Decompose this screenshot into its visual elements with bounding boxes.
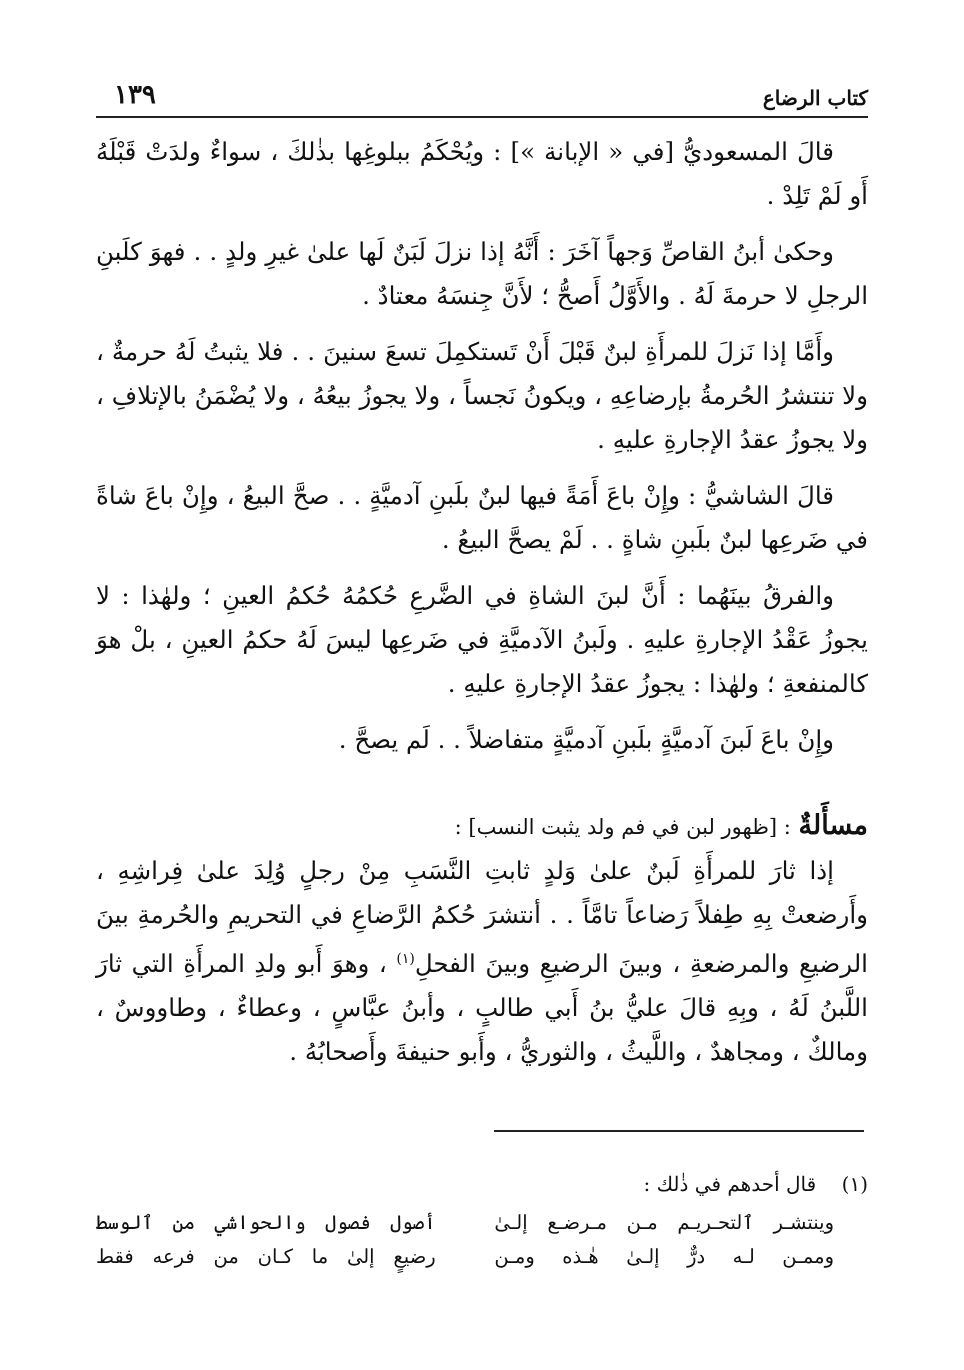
footnote-rule [494,1130,864,1132]
masala-subtitle: : [ظهور لبن في فم ولد يثبت النسب] : [454,815,791,839]
masala-text-b: ، وهوَ أَبو ولدِ المرأَةِ التي ثارَ اللَّبنُ لَهُ ، وبِهِ قالَ عليُّ بنُ أَبي طالبٍ ، وأبنُ عبَّاسٍ ، وعطاءٌ ، وطاووسٌ ، ومالكٌ ، ومجاهدٌ ، واللَّيثُ ، والثوريُّ ، وأَبو حنيفةَ وأَصحابُهُ . [96,949,868,1067]
masala-label: مسأَلةٌ [798,810,868,841]
main-text [96,130,868,1086]
footnote-marker: (١) [841,1172,868,1196]
paragraph-4: قالَ الشاشيُّ : وإِنْ باعَ أَمَةً فيها لبنٌ بلَبنِ آدميَّةٍ . . صحَّ البيعُ ، وإِنْ باعَ شاةً في ضَرعِها لبنٌ بلَبنِ شاةٍ . . لَمْ يصحَّ البيعُ . [96,481,868,554]
paragraph-3: وأَمَّا إذا نَزلَ للمرأَةِ لبنٌ قَبْلَ أَنْ تَستكمِلَ تسعَ سنينَ . . فلا يثبتُ لَهُ حرمةٌ ، ولا تنتشرُ الحُرمةُ بإرضاعِهِ ، ويكونُ نَجساً ، ولا يجوزُ بيعُهُ ، ولا يُضْمَنُ بالإتلافِ ، ولا يجوزُ عقدُ الإجارةِ عليهِ . [96,337,868,454]
footnote-ref: (١) [396,951,415,967]
poem-verse-2 [96,1240,868,1274]
verse-1-hemistich-2: أصول فصول والحواشي من ٱلوسط [96,1211,436,1234]
paragraph-2: وحكىٰ أبنُ القاصِّ وَجهاً آخَرَ : أَنَّهُ إذا نزلَ لَبَنٌ لَها علىٰ غيرِ ولدٍ . . فهوَ كلَبنِ الرجلِ لا حرمةَ لَهُ . والأَوَّلُ أَصحُّ ؛ لأَنَّ جِنسَهُ معتادٌ . [96,237,868,310]
masala-paragraph [96,849,868,1074]
verse-2-hemistich-2: رضيعٍ إلىٰ ما كـان من فرعه فقط [96,1245,436,1268]
paragraph-1: قالَ المسعوديُّ [في « الإبانة »] : ويُحْكَمُ ببلوغِها بذٰلكَ ، سواءٌ ولدَتْ قَبْلَهُ أَو لَمْ تَلِدْ . [96,137,868,210]
verse-2-hemistich-1: وممـن لـه درٌّ إلـىٰ هٰـذه ومـن [494,1245,834,1268]
chapter-title: كتاب الرضاع [762,86,868,110]
verse-1-hemistich-1: وينتشـر ٱلتحـريـم مـن مـرضـع إلـىٰ [494,1211,834,1234]
footnote-header [96,1168,868,1200]
masala-heading [96,804,868,849]
paragraph-6: وإِنْ باعَ لَبنَ آدميَّةٍ بلَبنِ آدميَّةٍ متفاضلاً . . لَم يصحَّ . [338,725,834,754]
poem-verse-1 [96,1206,868,1240]
footnote [96,1168,868,1274]
footnote-poem [96,1206,868,1274]
paragraph-5: والفرقُ بينَهُما : أَنَّ لبنَ الشاةِ في الضَّرعِ حُكمُهُ حُكمُ العينِ ؛ ولهٰذا : لا يجوزُ عَقْدُ الإجارةِ عليهِ . ولَبنُ الآدميَّةِ في ضَرعِها ليسَ لَهُ حكمُ العينِ ، بلْ هوَ كالمنفعةِ ؛ ولهٰذا : يجوزُ عقدُ الإجارةِ عليهِ . [96,581,868,698]
footnote-intro: قال أحدهم في ذٰلك : [643,1172,817,1196]
page-number: ١٣٩ [114,80,156,110]
masala-text-a: إذا ثارَ للمرأَةِ لَبنٌ علىٰ وَلدٍ ثابتِ النَّسَبِ مِنْ رجلٍ وُلِدَ علىٰ فِراشِهِ ، وأَرضعتْ بِهِ طِفلاً رَضاعاً تامَّاً . . أنتشرَ حُكمُ الرَّضاعِ في التحريمِ والحُرمةِ بينَ الرضيعِ والمرضعةِ ، وبينَ الرضيعِ وبينَ الفحلِ [96,856,868,979]
header-rule [96,116,868,118]
page-header [96,78,868,118]
